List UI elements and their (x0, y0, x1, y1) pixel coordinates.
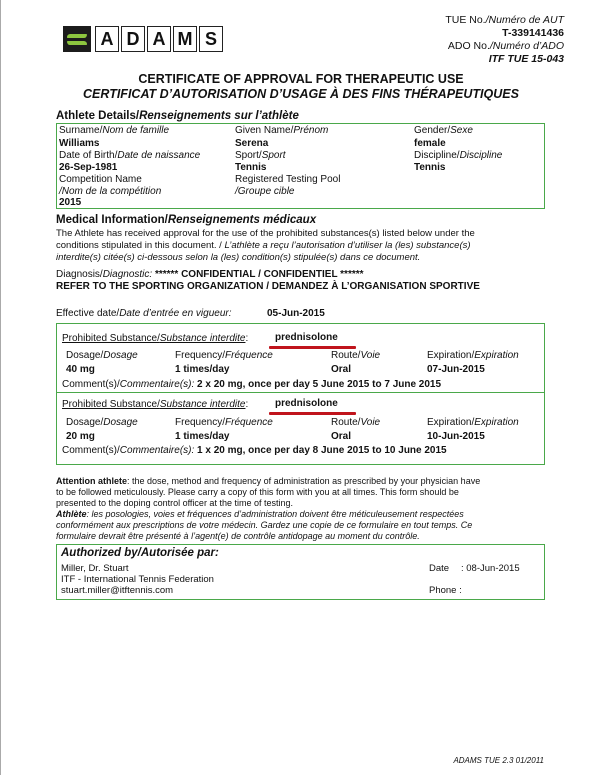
dosage-label-2: Dosage/Dosage (66, 417, 138, 428)
phone-label: Phone : (429, 585, 462, 596)
dosage-value-2: 20 mg (66, 431, 95, 442)
substance-name-2: prednisolone (275, 398, 338, 409)
dosage-value-1: 40 mg (66, 364, 95, 375)
dob-value: 26-Sep-1981 (59, 162, 118, 173)
medical-info-heading: Medical Information/Renseignements médicaux (56, 214, 317, 226)
comment-line-2: Comment(s)/Commentaire(s): 1 x 20 mg, once per day 8 June 2015 to 10 June 2015 (62, 445, 447, 456)
authorizer-name: Miller, Dr. Stuart (61, 563, 129, 574)
authorizer-email: stuart.miller@itftennis.com (61, 585, 174, 596)
adams-logo (63, 26, 218, 52)
title-en: CERTIFICATE OF APPROVAL FOR THERAPEUTIC USE (138, 72, 464, 86)
attention-line2: to be followed meticulously. Please carry a copy of this form with you at all times. This form should be (56, 487, 459, 497)
expiration-label-2: Expiration/Expiration (427, 417, 519, 428)
authorizer-org: ITF - International Tennis Federation (61, 574, 214, 585)
refer-line: REFER TO THE SPORTING ORGANIZATION / DEMANDEZ À L’ORGANISATION SPORTIVE (56, 281, 480, 292)
attention-fr-line1: Athlète: les posologies, voies et fréquences d’administration doivent être méticuleusement respectées (56, 509, 464, 519)
gender-value: female (414, 138, 446, 149)
logo-letters: A D A M S (95, 26, 223, 52)
comment-line-1: Comment(s)/Commentaire(s): 2 x 20 mg, once per day 5 June 2015 to 7 June 2015 (62, 379, 442, 390)
red-underline-2 (269, 412, 356, 415)
dob-label: Date of Birth/Date de naissance (59, 150, 201, 161)
effective-date-value: 05-Jun-2015 (267, 308, 325, 319)
attention-line3: presented to the doping control officer at the time of testing. (56, 498, 293, 508)
authorized-box (56, 544, 545, 600)
medical-para-line1: The Athlete has received approval for the use of the prohibited substances(s) listed below under the (56, 228, 475, 239)
ado-number-value: ITF TUE 15-043 (488, 53, 564, 65)
sport-label: Sport/Sport (235, 150, 286, 161)
medical-para-line3: interdite(s) citée(s) ci-dessous selon la (les) condition(s) stipulée(s) dans ce document. (56, 252, 421, 263)
ado-number-label: ADO No./Numéro d’ADO (447, 40, 564, 52)
attention-fr-line2: conformément aux prescriptions de votre médecin. Gardez une copie de ce formulaire en tout temps. Ce (56, 520, 473, 530)
effective-date-line: Effective date/Date d’entrée en vigueur: (56, 308, 232, 319)
authorized-date-label: Date (429, 563, 450, 574)
frequency-value-1: 1 times/day (175, 364, 230, 375)
dosage-label-1: Dosage/Dosage (66, 350, 138, 361)
title-fr: CERTIFICAT D’AUTORISATION D’USAGE À DES FINS THÉRAPEUTIQUES (83, 87, 519, 101)
expiration-value-2: 10-Jun-2015 (427, 431, 485, 442)
certificate-identifiers (445, 14, 564, 66)
route-label-1: Route/Voie (331, 350, 381, 361)
route-value-1: Oral (331, 364, 352, 375)
discipline-label: Discipline/Discipline (414, 150, 503, 161)
substances-box (56, 323, 545, 465)
competition-label-fr: /Nom de la compétition (59, 186, 162, 197)
expiration-label-1: Expiration/Expiration (427, 350, 519, 361)
rtp-label-fr: /Groupe cible (235, 186, 295, 197)
rtp-label: Registered Testing Pool (235, 174, 341, 185)
surname-label: Surname/Nom de famille (59, 125, 170, 136)
diagnosis-line: Diagnosis/Diagnostic: ****** CONFIDENTIAL / CONFIDENTIEL ****** (56, 269, 364, 280)
frequency-value-2: 1 times/day (175, 431, 230, 442)
attention-line1: Attention athlete: the dose, method and frequency of administration as prescribed by your physician have (56, 476, 481, 486)
surname-value: Williams (59, 138, 100, 149)
medical-para-line2: conditions stipulated in this document. / L’athlète a reçu l’autorisation d’utiliser la (les) substance(s) (56, 240, 471, 251)
prohibited-substance-label-2: Prohibited Substance/Substance interdite: (62, 399, 249, 410)
frequency-label-2: Frequency/Fréquence (175, 417, 273, 428)
given-name-label: Given Name/Prénom (235, 125, 329, 136)
red-underline-1 (269, 346, 356, 349)
frequency-label-1: Frequency/Fréquence (175, 350, 273, 361)
form-version-footer: ADAMS TUE 2.3 01/2011 (453, 756, 544, 765)
tue-number-value: T-339141436 (502, 27, 564, 39)
authorized-date-value: : 08-Jun-2015 (461, 563, 520, 574)
route-label-2: Route/Voie (331, 417, 381, 428)
competition-label: Competition Name (59, 174, 142, 185)
authorized-heading: Authorized by/Autorisée par: (61, 547, 219, 559)
substance-name-1: prednisolone (275, 332, 338, 343)
gender-label: Gender/Sexe (414, 125, 473, 136)
substance-divider (56, 392, 545, 393)
attention-fr-line3: formulaire devrait être présenté à l’agent(e) de contrôle antidopage au moment du contrôle. (56, 531, 420, 541)
adams-leaf-icon (63, 26, 91, 52)
sport-value: Tennis (235, 162, 267, 173)
given-name-value: Serena (235, 138, 269, 149)
athlete-details-box (56, 123, 545, 209)
expiration-value-1: 07-Jun-2015 (427, 364, 485, 375)
competition-value: 2015 (59, 197, 82, 208)
athlete-details-heading: Athlete Details/Renseignements sur l’athlète (56, 110, 299, 122)
route-value-2: Oral (331, 431, 352, 442)
prohibited-substance-label-1: Prohibited Substance/Substance interdite: (62, 333, 249, 344)
discipline-value: Tennis (414, 162, 446, 173)
tue-number-label: TUE No./Numéro de AUT (445, 14, 564, 26)
